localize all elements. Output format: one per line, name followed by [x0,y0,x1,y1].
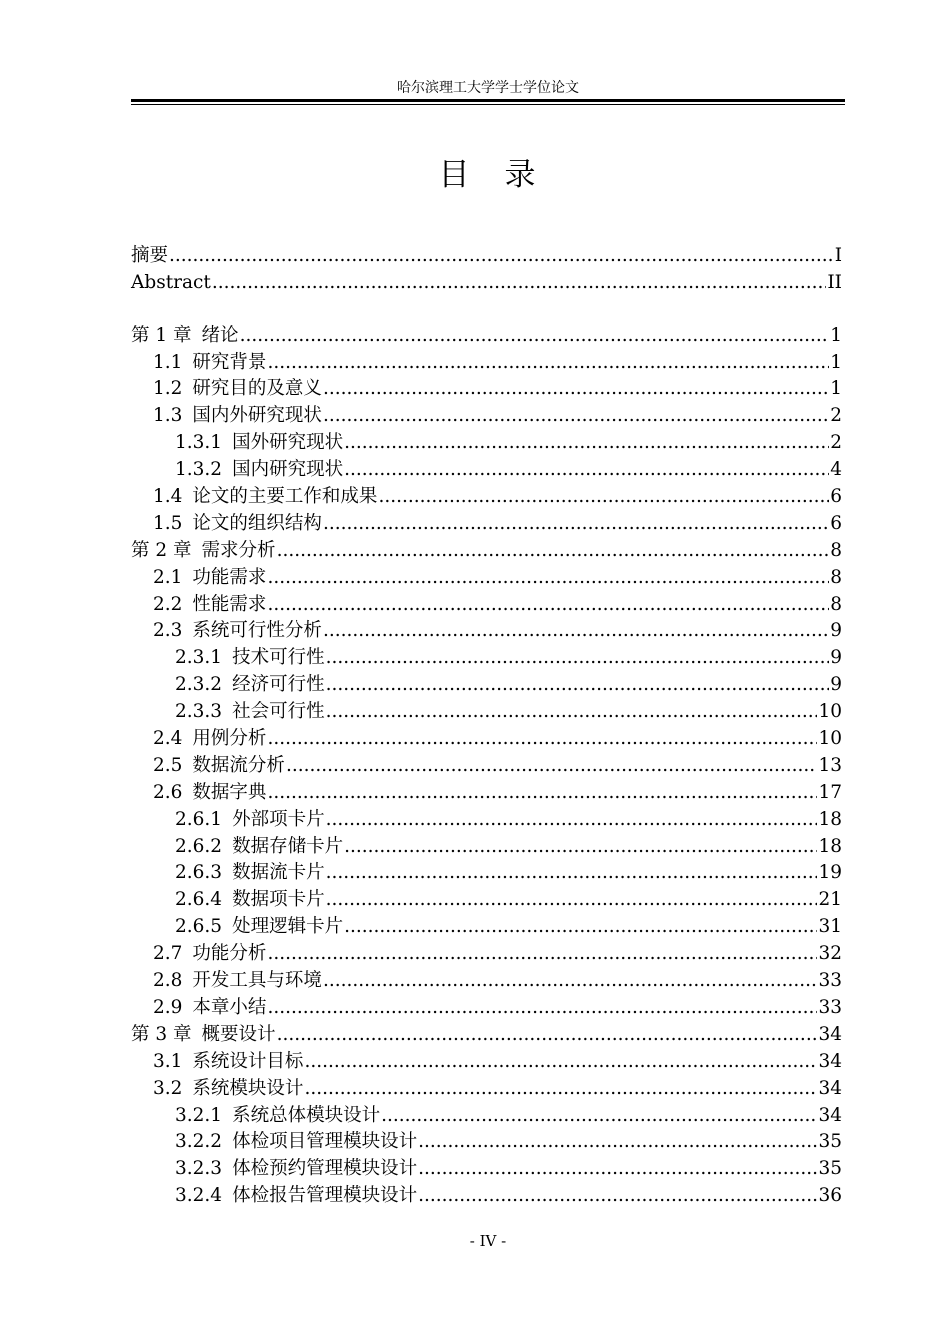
toc-leader-dots [267,997,817,1019]
toc-entry-page: 4 [830,459,842,481]
toc-entry-page: 32 [818,943,842,965]
toc-entry[interactable] [131,669,842,696]
toc-entry-number: 1.4 [153,486,183,508]
toc-entry-page: 35 [818,1158,842,1180]
toc-leader-dots [304,1078,817,1100]
toc-entry-page: 8 [830,593,842,615]
toc-entry-label [153,782,266,804]
toc-entry[interactable] [131,911,842,938]
toc-entry-page: 2 [830,405,842,427]
toc-entry-number: 2.5 [153,754,183,776]
toc-entry-text: 功能分析 [192,943,267,965]
toc-leader-dots [418,1158,817,1180]
toc-entry-text: 数据流分析 [192,754,285,776]
toc-entry-label [153,405,322,427]
toc-leader-dots [169,245,834,267]
toc-entry-text: 数据字典 [192,781,267,803]
toc-entry-page: 35 [818,1131,842,1153]
toc-entry-number: 3.2.4 [175,1185,223,1207]
toc-entry[interactable] [131,1180,842,1207]
toc-leader-dots [344,916,817,938]
toc-entry-number: 2.6 [153,781,183,803]
toc-entry[interactable] [131,562,842,589]
toc-leader-dots [344,432,829,454]
toc-entry-page: I [834,244,842,266]
toc-entry-number: 1.1 [153,351,183,373]
toc-leader-dots [267,594,829,616]
toc-entry[interactable] [131,267,842,294]
toc-entry-text: 国外研究现状 [232,432,344,454]
toc-entry[interactable] [131,750,842,777]
toc-entry-number: 2.3 [153,620,183,642]
toc-entry-page: 9 [830,620,842,642]
toc-entry-number: 3.2 [153,1077,183,1099]
toc-entry[interactable] [131,508,842,535]
toc-entry[interactable] [131,589,842,616]
toc-entry-text: 功能需求 [192,566,267,588]
toc-entry-number: 1.3 [153,405,183,427]
toc-entry-label [153,943,266,965]
toc-entry-page: 8 [830,566,842,588]
toc-entry-label [153,567,266,589]
toc-entry-label [175,647,325,669]
toc-entry-text: 处理逻辑卡片 [232,916,344,938]
toc-entry[interactable] [131,320,842,347]
toc-entry-page: 19 [818,862,842,884]
toc-leader-dots [323,378,829,400]
toc-entry[interactable] [131,374,842,401]
toc-entry-page: 33 [818,970,842,992]
toc-entry-page: 18 [818,835,842,857]
toc-entry-page: 1 [830,324,842,346]
toc-entry-number: 2.9 [153,996,183,1018]
toc-entry-number: 3.2.3 [175,1158,223,1180]
toc-entry-page: 8 [830,539,842,561]
toc-leader-dots [267,567,829,589]
toc-entry-label [131,325,239,347]
toc-leader-dots [381,1105,817,1127]
toc-leader-dots [418,1185,817,1207]
toc-entry-label [175,862,325,884]
toc-entry-number: 2.2 [153,593,183,615]
toc-entry[interactable] [131,992,842,1019]
toc-entry[interactable] [131,400,842,427]
toc-leader-dots [326,809,818,831]
toc-entry-label [175,701,325,723]
toc-entry[interactable] [131,427,842,454]
toc-entry-text: 数据存储卡片 [232,835,344,857]
toc-entry-label [153,594,266,616]
toc-leader-dots [286,755,818,777]
toc-entry-label [175,432,343,454]
toc-leader-dots [344,459,829,481]
toc-leader-dots [323,513,829,535]
toc-entry-number: 第 2 章 [131,539,192,561]
toc-entry-page: 10 [818,701,842,723]
toc-entry-text: 体检报告管理模块设计 [232,1185,418,1207]
toc-entry-number: 2.1 [153,566,183,588]
toc-entry-page: 34 [818,1077,842,1099]
toc-entry[interactable] [131,938,842,965]
toc-entry-page: 1 [830,351,842,373]
toc-leader-dots [323,405,829,427]
toc-entry-label [175,1185,417,1207]
toc-entry-text: 体检项目管理模块设计 [232,1131,418,1153]
page-number: - IV - [469,1232,507,1250]
toc-entry-label [131,272,211,294]
toc-leader-dots [323,970,818,992]
toc-entry-number: 2.7 [153,943,183,965]
toc-entry-number: 第 1 章 [131,324,192,346]
header-rule-thin [131,104,845,105]
toc-entry-text: 系统总体模块设计 [232,1104,381,1126]
toc-entry-text: 技术可行性 [232,647,325,669]
toc-entry-page: 6 [830,486,842,508]
toc-entry[interactable] [131,804,842,831]
toc-entry[interactable] [131,696,842,723]
toc-leader-dots [304,1051,817,1073]
toc-leader-dots [418,1131,817,1153]
toc-leader-dots [240,325,830,347]
toc-entry-text: 国内研究现状 [232,459,344,481]
toc-entry-label [175,916,343,938]
toc-entry-text: 经济可行性 [232,674,325,696]
toc-entry-page: 10 [818,728,842,750]
toc-entry-text: 概要设计 [201,1023,276,1045]
toc-leader-dots [326,674,830,696]
toc-entry-label [153,378,322,400]
toc-entry-label [153,486,377,508]
toc-leader-dots [267,352,829,374]
toc-entry-label [175,459,343,481]
toc-entry[interactable] [131,454,842,481]
toc-entry-text: 系统可行性分析 [192,620,322,642]
toc-entry[interactable] [131,481,842,508]
toc-entry[interactable] [131,347,842,374]
toc-entry-text: 系统模块设计 [192,1077,304,1099]
toc-entry-label [153,755,285,777]
toc-entry[interactable] [131,1046,842,1073]
toc-entry-number: 2.6.4 [175,889,223,911]
toc-entry-label [153,1078,303,1100]
toc-entry-label [131,540,276,562]
toc-entry-text: 体检预约管理模块设计 [232,1158,418,1180]
toc-entry-page: 34 [818,1023,842,1045]
toc-entry-text: 社会可行性 [232,701,325,723]
toc-entry[interactable] [131,831,842,858]
toc-leader-dots [326,889,818,911]
toc-entry-label [153,728,266,750]
toc-entry-label [153,997,266,1019]
toc-entry-label [175,1131,417,1153]
toc-entry-number: 2.6.3 [175,862,223,884]
toc-entry-text: 数据项卡片 [232,889,325,911]
toc-entry[interactable] [131,535,842,562]
toc-entry[interactable] [131,965,842,992]
toc-entry-page: 17 [818,781,842,803]
toc-entry-number: 3.2.2 [175,1131,223,1153]
toc-entry-page: 9 [830,674,842,696]
toc-entry-label [175,1105,380,1127]
toc-entry[interactable] [131,1127,842,1154]
toc-entry-page: II [827,271,842,293]
toc-entry-number: 3.2.1 [175,1104,223,1126]
toc-entry-number: 2.4 [153,728,183,750]
toc-entry-label [153,513,322,535]
toc-leader-dots [326,701,818,723]
toc-leader-dots [267,728,817,750]
toc-entry-text: 国内外研究现状 [192,405,322,427]
toc-entry-page: 13 [818,754,842,776]
toc-leader-dots [277,1024,818,1046]
toc-spacer [131,294,842,320]
toc-entry-text: 研究背景 [192,351,267,373]
toc-entry[interactable] [131,642,842,669]
toc-entry-text: 数据流卡片 [232,862,325,884]
toc-entry-number: 2.3.3 [175,701,223,723]
toc-leader-dots [326,862,818,884]
toc-leader-dots [323,620,829,642]
toc-entry-text: 开发工具与环境 [192,970,322,992]
toc-entry-number: 2.3.2 [175,674,223,696]
toc-entry[interactable] [131,1019,842,1046]
toc-entry[interactable] [131,616,842,643]
toc-entry-page: 9 [830,647,842,669]
toc-entry[interactable] [131,884,842,911]
toc-entry[interactable] [131,1073,842,1100]
toc-entry-label [175,836,343,858]
toc-entry-page: 36 [818,1185,842,1207]
header-rule-thick [131,99,845,102]
toc-entry-text: 研究目的及意义 [192,378,322,400]
toc-entry-page: 31 [818,916,842,938]
toc-entry-number: 3.1 [153,1050,183,1072]
toc-entry-page: 34 [818,1050,842,1072]
toc-entry-number: 1.3.1 [175,432,223,454]
toc-entry-number: 1.3.2 [175,459,223,481]
toc-entry-number: 1.2 [153,378,183,400]
toc-entry-page: 21 [818,889,842,911]
toc-entry-label [131,1024,276,1046]
toc-entry-label [153,970,322,992]
toc-entry-page: 6 [830,512,842,534]
toc-entry-label [175,809,325,831]
toc-entry-text: 用例分析 [192,728,267,750]
toc-leader-dots [344,836,817,858]
toc-entry-text: 摘要 [131,244,169,266]
toc-leader-dots [267,782,817,804]
toc-entry-text: 论文的组织结构 [192,512,322,534]
toc-entry-label [131,245,168,267]
running-header: 哈尔滨理工大学学士学位论文 [397,80,579,96]
toc-entry-page: 18 [818,808,842,830]
toc-entry-number: 1.5 [153,512,183,534]
toc-entry-label [153,620,322,642]
toc-entry-page: 33 [818,996,842,1018]
toc-entry-text: 本章小结 [192,996,267,1018]
toc-entry-page: 1 [830,378,842,400]
toc-leader-dots [326,647,830,669]
toc-entry-text: 外部项卡片 [232,808,325,830]
toc-leader-dots [212,272,827,294]
toc-entry-number: 2.6.1 [175,808,223,830]
toc-entry-label [153,352,266,374]
toc-entry-text: Abstract [131,271,211,293]
toc-entry-number: 2.3.1 [175,647,223,669]
toc-entry-number: 2.8 [153,970,183,992]
toc-entry-text: 系统设计目标 [192,1050,304,1072]
toc-entry-page: 2 [830,432,842,454]
page-title: 目 录 [438,157,538,193]
toc-entry[interactable] [131,723,842,750]
toc-entry[interactable] [131,1153,842,1180]
toc-entry-text: 需求分析 [201,539,276,561]
toc-entry[interactable] [131,240,842,267]
toc-entry-number: 2.6.2 [175,835,223,857]
table-of-contents [131,240,842,1207]
toc-entry[interactable] [131,1100,842,1127]
toc-leader-dots [378,486,829,508]
toc-entry[interactable] [131,777,842,804]
toc-leader-dots [277,540,830,562]
toc-entry-text: 绪论 [201,324,239,346]
toc-entry[interactable] [131,858,842,885]
toc-entry-label [175,674,325,696]
toc-entry-text: 性能需求 [192,593,267,615]
toc-entry-label [175,889,325,911]
toc-entry-label [153,1051,303,1073]
toc-entry-label [175,1158,417,1180]
toc-entry-number: 第 3 章 [131,1023,192,1045]
toc-entry-number: 2.6.5 [175,916,223,938]
toc-leader-dots [267,943,817,965]
toc-entry-text: 论文的主要工作和成果 [192,486,378,508]
toc-entry-page: 34 [818,1104,842,1126]
